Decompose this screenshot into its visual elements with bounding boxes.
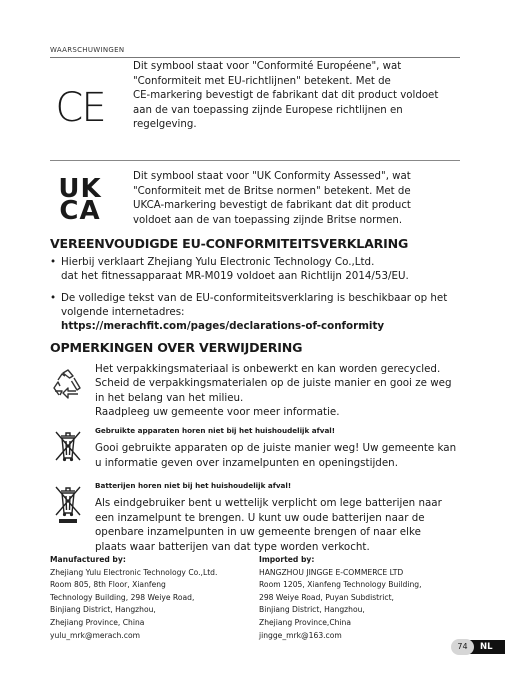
recycle-row: [50, 362, 465, 422]
header-divider: [50, 57, 460, 58]
weee-row: [50, 424, 465, 474]
declaration-title: VEREENVOUDIGDE EU-CONFORMITEITSVERKLARING: [50, 236, 409, 251]
disposal-title: OPMERKINGEN OVER VERWIJDERING: [50, 340, 303, 355]
page-number: 74: [451, 639, 474, 655]
symbol-divider: [50, 160, 460, 161]
ukca-symbol-row: [50, 170, 460, 230]
importer-block: Imported by: HANGZHOU JINGGE E-COMMERCE LTD Room 1205, Xianfeng Technology Building, 298 Weiye Road, Puyan Subdistrict, Binjiang District, Hangzhou, Zhejiang Province,China jingge_mrk@163.com: [259, 554, 469, 642]
bullet-icon: •: [50, 256, 57, 268]
weee-heading: Gebruikte apparaten horen niet bij het huishoudelijk afval!: [95, 426, 336, 435]
recycle-icon: [50, 368, 86, 402]
importer-heading: Imported by:: [259, 555, 315, 564]
ce-mark-icon: CE: [55, 85, 105, 131]
section-header: WAARSCHUWINGEN: [50, 46, 125, 54]
battery-heading: Batterijen horen niet bij het huishoudelijk afval!: [95, 481, 292, 490]
manufacturer-heading: Manufactured by:: [50, 555, 126, 564]
bullet-icon: •: [50, 292, 57, 304]
conformity-url-link[interactable]: https://merachfit.com/pages/declarations-of-conformity: [61, 320, 385, 332]
battery-row: [50, 479, 465, 553]
battery-text: Batterijen horen niet bij het huishoudelijk afval! Als eindgebruiker bent u wettelijk verplicht om lege batterijen naar een inzamelpunt te brengen. U kunt uw oude batterijen naar de openbare inzamelpunten in uw gemeente brengen of naar elke plaats waar batterijen van dat type worden verkocht.: [95, 479, 465, 554]
ukca-mark-icon: UK CA: [58, 174, 102, 226]
ukca-description: Dit symbool staat voor "UK Conformity Assessed", wat "Conformiteit met de Britse normen" betekent. Met de UKCA-markering bevestigt de fabrikant dat dit product voldoet aan de van toepassing zijnde Britse normen.: [133, 171, 411, 226]
crossed-bin-icon: [50, 483, 86, 525]
ce-description: Dit symbool staat voor "Conformité Européene", wat "Conformiteit met EU-richtlijnen" betekent. Met de CE-markering bevestigt de fabrikant dat dit product voldoet aan de van toepassing zijnde Europese richtlijnen en regelgeving.: [133, 61, 439, 131]
declaration-bullet-1: • Hierbij verklaart Zhejiang Yulu Electronic Technology Co.,Ltd. dat het fitnessapparaat MR-M019 voldoet aan Richtlijn 2014/53/EU.: [50, 256, 409, 282]
crossed-bin-icon: [50, 428, 86, 466]
language-tab: NL: [469, 640, 505, 654]
weee-text: Gebruikte apparaten horen niet bij het huishoudelijk afval! Gooi gebruikte apparaten op de juiste manier weg! Uw gemeente kan u informatie geven over inzamelpunten en openingstijden.: [95, 424, 465, 470]
manufacturer-block: Manufactured by: Zhejiang Yulu Electronic Technology Co.,Ltd. Room 805, 8th Floor, Xianfeng Technology Building, 298 Weiye Road, Binjiang District, Hangzhou, Zhejiang Province, China yulu_mrk@merach.com: [50, 554, 250, 642]
recycle-text: Het verpakkingsmateriaal is onbewerkt en kan worden gerecycled. Scheid de verpakkingsmaterialen op de juiste manier en gooi ze weg in het belang van het milieu. Raadpleeg uw gemeente voor meer informatie.: [95, 363, 452, 419]
ce-symbol-row: [50, 60, 460, 156]
manufacturer-email: yulu_mrk@merach.com: [50, 630, 141, 640]
declaration-bullet-2: • De volledige tekst van de EU-conformiteitsverklaring is beschikbaar op het volgende internetadres: https://merachfit.com/pages/declarations-of-conformity: [50, 291, 470, 335]
importer-email: jingge_mrk@163.com: [259, 630, 342, 640]
